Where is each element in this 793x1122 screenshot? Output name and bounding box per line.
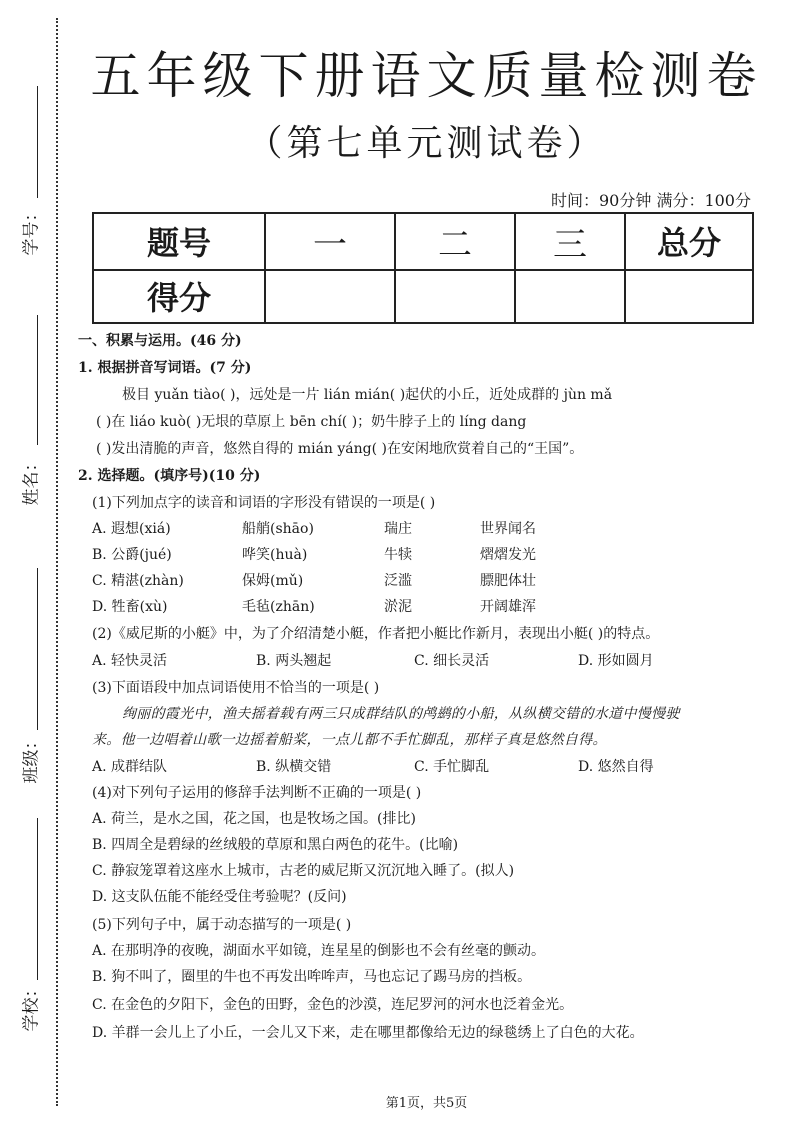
option-b-word-3: 牛犊 <box>384 547 412 563</box>
q2-sub5-option-a: A. 在那明净的夜晚，湖面水平如镜，连星星的倒影也不会有丝毫的颤动。 <box>92 943 546 959</box>
option-a-word-4: 世界闻名 <box>480 521 536 537</box>
q2-sub4-option-d: D. 这支队伍能不能经受住考验呢？(反问) <box>92 889 347 905</box>
time-and-score-info: 时间：90分钟 满分：100分 <box>551 191 751 210</box>
exam-title: 五年级下册语文质量检测卷 <box>90 47 763 105</box>
option-c-word-2: 保姆(mǔ) <box>242 573 304 589</box>
q2-title: 2. 选择题。(填序号)(10 分) <box>78 468 261 484</box>
option-a-word-3: 瑞庄 <box>384 521 412 537</box>
page-footer: 第1页，共5页 <box>385 1096 468 1111</box>
option-a-word-1: A. 遐想(xiá) <box>92 521 171 537</box>
q2-sub4-stem: (4)对下列句子运用的修辞手法判断不正确的一项是( ) <box>92 785 422 801</box>
q2-sub2-option-c: C. 细长灵活 <box>414 653 490 669</box>
q2-sub4-option-a: A. 荷兰，是水之国，花之国，也是牧场之国。(排比) <box>92 811 416 827</box>
score-table <box>92 212 754 324</box>
option-c-word-4: 膘肥体壮 <box>480 573 536 589</box>
option-d-word-1: D. 牲畜(xù) <box>92 599 168 615</box>
q2-sub3-passage-line-1: 绚丽的霞光中，渔夫摇着载有两三只成群结队的鸬鹚的小船，从纵横交错的水道中慢慢驶 <box>122 706 680 722</box>
q2-sub2-option-a: A. 轻快灵活 <box>92 653 168 669</box>
name-label: 姓名： <box>21 454 42 506</box>
header-part-1: 一 <box>265 213 395 270</box>
option-a-word-2: 船艄(shāo) <box>242 521 314 537</box>
school-fill-line[interactable] <box>37 818 38 980</box>
header-total: 总分 <box>625 213 753 270</box>
q2-sub3-option-b: B. 纵横交错 <box>256 759 332 775</box>
q2-sub1-stem: (1)下列加点字的读音和词语的字形没有错误的一项是( ) <box>92 495 436 511</box>
option-d-word-2: 毛毡(zhān) <box>242 599 315 615</box>
q1-line-2: ( )在 liáo kuò( )无垠的草原上 bēn chí( )；奶牛脖子上的 líng dang <box>96 414 527 430</box>
q2-sub3-option-d: D. 悠然自得 <box>578 759 654 775</box>
q2-sub2-stem: (2)《威尼斯的小艇》中，为了介绍清楚小艇，作者把小艇比作新月，表现出小艇( )的特点。 <box>92 626 660 642</box>
q2-sub5-stem: (5)下列句子中，属于动态描写的一项是( ) <box>92 917 352 933</box>
header-part-2: 二 <box>395 213 515 270</box>
score-cell-part-1[interactable] <box>265 270 395 323</box>
name-fill-line[interactable] <box>37 315 38 445</box>
q2-sub3-passage-line-2: 来。他一边唱着山歌一边摇着船桨，一点儿都不手忙脚乱，那样子真是悠然自得。 <box>92 732 607 748</box>
q2-sub2-option-d: D. 形如圆月 <box>578 653 654 669</box>
class-fill-line[interactable] <box>37 568 38 730</box>
header-question-number: 题号 <box>93 213 265 270</box>
q2-sub5-option-c: C. 在金色的夕阳下，金色的田野，金色的沙漠，连尼罗河的河水也泛着金光。 <box>92 997 574 1013</box>
school-label: 学校： <box>21 980 42 1032</box>
score-row-label: 得分 <box>93 270 265 323</box>
class-label: 班级： <box>21 732 42 784</box>
q2-sub5-option-d: D. 羊群一会儿上了小丘，一会儿又下来，走在哪里都像给无边的绿毯绣上了白色的大花。 <box>92 1025 644 1041</box>
score-table-score-row <box>93 270 753 323</box>
section-1-heading: 一、积累与运用。(46 分) <box>78 333 242 349</box>
option-c-word-1: C. 精湛(zhàn) <box>92 573 184 589</box>
q2-sub4-option-c: C. 静寂笼罩着这座水上城市，古老的威尼斯又沉沉地入睡了。(拟人) <box>92 863 515 879</box>
q1-title: 1. 根据拼音写词语。(7 分) <box>78 360 252 376</box>
option-b-word-1: B. 公爵(jué) <box>92 547 172 563</box>
q2-sub5-option-b: B. 狗不叫了，圈里的牛也不再发出哞哞声，马也忘记了踢马房的挡板。 <box>92 969 532 985</box>
binding-margin-line <box>56 18 58 1106</box>
option-c-word-3: 泛滥 <box>384 573 412 589</box>
q2-sub4-option-b: B. 四周全是碧绿的丝绒般的草原和黑白两色的花牛。(比喻) <box>92 837 459 853</box>
q1-line-3: ( )发出清脆的声音，悠然自得的 mián yáng( )在安闲地欣赏着自己的“王国”。 <box>96 441 584 457</box>
student-id-label: 学号： <box>21 204 42 256</box>
q1-line-1: 极目 yuǎn tiào( )，远处是一片 lián mián( )起伏的小丘，近处成群的 jùn mǎ <box>122 387 613 403</box>
q2-sub2-option-b: B. 两头翘起 <box>256 653 332 669</box>
option-d-word-3: 淤泥 <box>384 599 412 615</box>
score-table-header-row <box>93 213 753 270</box>
q2-sub3-option-c: C. 手忙脚乱 <box>414 759 490 775</box>
q2-sub3-stem: (3)下面语段中加点词语使用不恰当的一项是( ) <box>92 680 380 696</box>
score-cell-part-2[interactable] <box>395 270 515 323</box>
option-b-word-2: 哗笑(huà) <box>242 547 308 563</box>
score-cell-total[interactable] <box>625 270 753 323</box>
exam-subtitle: （第七单元测试卷） <box>246 123 607 164</box>
student-id-fill-line[interactable] <box>37 86 38 198</box>
option-b-word-4: 熠熠发光 <box>480 547 536 563</box>
option-d-word-4: 开阔雄浑 <box>480 599 536 615</box>
header-part-3: 三 <box>515 213 625 270</box>
score-cell-part-3[interactable] <box>515 270 625 323</box>
q2-sub3-option-a: A. 成群结队 <box>92 759 168 775</box>
